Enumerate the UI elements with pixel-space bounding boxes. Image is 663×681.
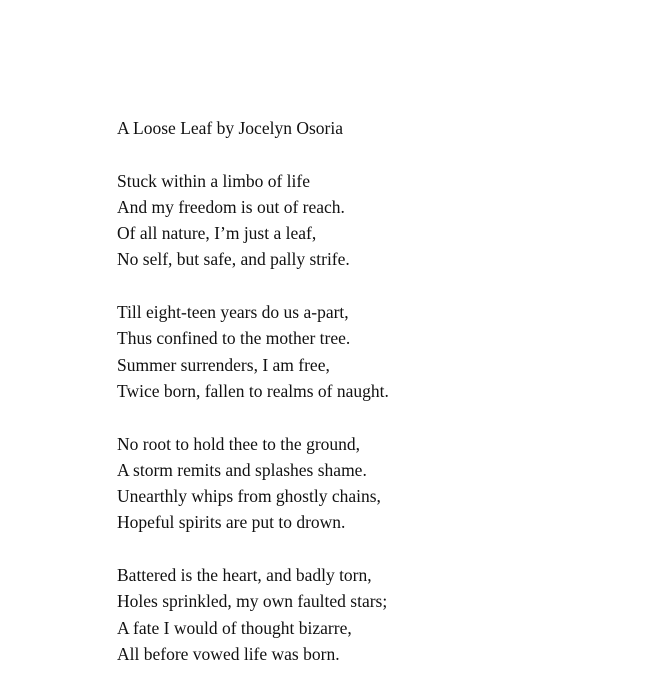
poem-line: Hopeful spirits are put to drown. [117,512,346,533]
poem-line: And my freedom is out of reach. [117,196,345,217]
poem-line: Of all nature, I’m just a leaf, [117,223,317,244]
poem-document [117,115,637,667]
poem-line: A storm remits and splashes shame. [117,459,367,480]
poem-line: Summer surrenders, I am free, [117,354,330,375]
poem-line: Unearthly whips from ghostly chains, [117,486,381,507]
poem-line: A fate I would of thought bizarre, [117,617,352,638]
poem-line: Holes sprinkled, my own faulted stars; [117,591,388,612]
stanza-4 [117,562,637,667]
stanza-1 [117,168,637,273]
stanza-2 [117,299,637,404]
poem-line: Till eight-teen years do us a-part, [117,302,349,323]
poem-line: Thus confined to the mother tree. [117,328,351,349]
poem-line: All before vowed life was born. [117,643,340,664]
poem-title: A Loose Leaf by Jocelyn Osoria [117,118,343,138]
poem-line: No self, but safe, and pally strife. [117,249,350,270]
poem-line: No root to hold thee to the ground, [117,433,361,454]
poem-line: Twice born, fallen to realms of naught. [117,380,389,401]
poem-line: Battered is the heart, and badly torn, [117,565,372,586]
stanza-3 [117,431,637,536]
poem-line: Stuck within a limbo of life [117,170,310,191]
